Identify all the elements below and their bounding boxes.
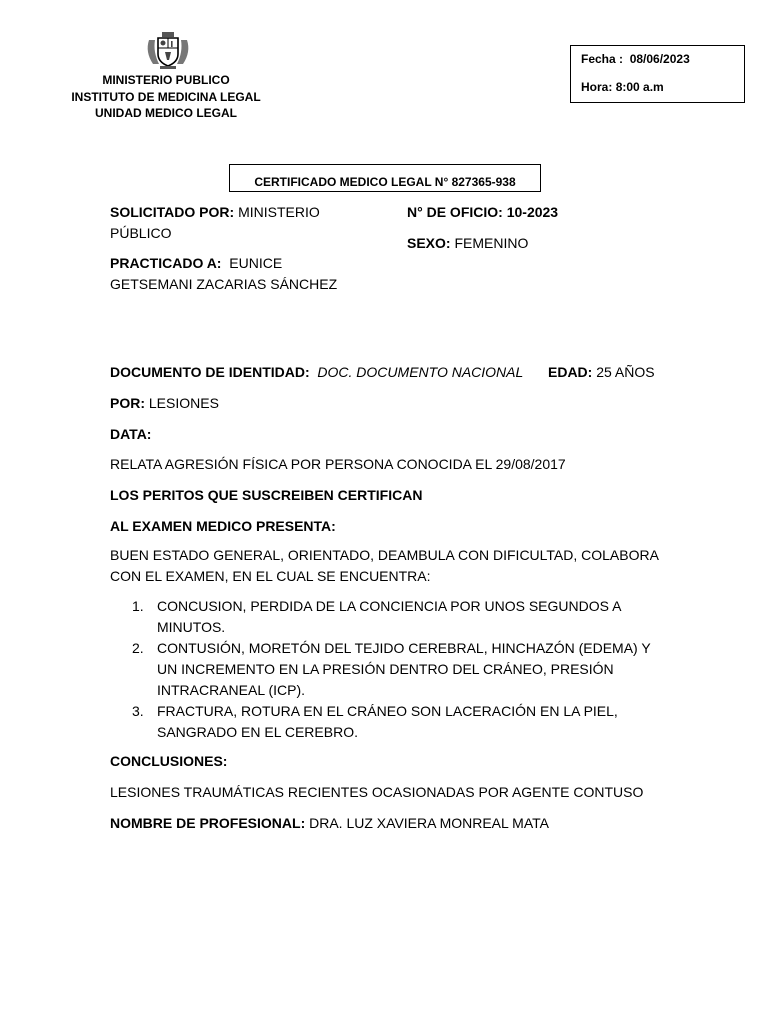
date-row <box>581 52 690 66</box>
findings-list <box>110 596 670 743</box>
date-label: Fecha : <box>581 52 624 66</box>
sexo-value: FEMENINO <box>454 235 529 251</box>
practicado-value: EUNICE <box>229 255 283 271</box>
institution-line: UNIDAD MEDICO LEGAL <box>95 106 237 120</box>
edad-value: 25 AÑOS <box>596 364 655 380</box>
profesional-field <box>110 813 549 834</box>
por-label: POR: <box>110 395 145 411</box>
finding-line: MINUTOS. <box>157 619 226 635</box>
practicado-label: PRACTICADO A: <box>110 255 222 271</box>
finding-line: INTRACRANEAL (ICP). <box>157 682 306 698</box>
finding-number: 3. <box>132 703 144 719</box>
solicitado-field <box>110 202 320 223</box>
estado-text-line: BUEN ESTADO GENERAL, ORIENTADO, DEAMBULA CON DIFICULTAD, COLABORA <box>110 547 659 563</box>
practicado-field <box>110 253 282 274</box>
conclusiones-label: CONCLUSIONES: <box>110 753 228 769</box>
peritos-text: LOS PERITOS QUE SUSCREIBEN CERTIFICAN <box>110 487 423 503</box>
institution-header <box>60 72 272 122</box>
estado-text-line: CON EL EXAMEN, EN EL CUAL SE ENCUENTRA: <box>110 568 431 584</box>
examen-label: AL EXAMEN MEDICO PRESENTA: <box>110 518 336 534</box>
sexo-field <box>407 233 528 254</box>
solicitado-value-cont: PÚBLICO <box>110 225 172 241</box>
conclusion-text: LESIONES TRAUMÁTICAS RECIENTES OCASIONADAS POR AGENTE CONTUSO <box>110 784 644 800</box>
sexo-label: SEXO: <box>407 235 451 251</box>
institution-line: MINISTERIO PUBLICO <box>102 73 230 87</box>
finding-line: CONTUSIÓN, MORETÓN DEL TEJIDO CEREBRAL, HINCHAZÓN (EDEMA) Y <box>157 640 651 656</box>
edad-field <box>548 362 655 383</box>
profesional-value: DRA. LUZ XAVIERA MONREAL MATA <box>309 815 549 831</box>
finding-line: CONCUSION, PERDIDA DE LA CONCIENCIA POR UNOS SEGUNDOS A <box>157 598 622 614</box>
documento-value: DOC. DOCUMENTO NACIONAL <box>317 364 524 380</box>
profesional-label: NOMBRE DE PROFESIONAL: <box>110 815 306 831</box>
edad-label: EDAD: <box>548 364 593 380</box>
finding-item <box>110 638 670 701</box>
practicado-value-cont: GETSEMANI ZACARIAS SÁNCHEZ <box>110 276 338 292</box>
certificate-title: CERTIFICADO MEDICO LEGAL N° 827365-938 <box>229 164 541 192</box>
date-value: 08/06/2023 <box>629 52 690 66</box>
finding-line: SANGRADO EN EL CEREBRO. <box>157 724 358 740</box>
finding-line: UN INCREMENTO EN LA PRESIÓN DENTRO DEL CRÁNEO, PRESIÓN <box>157 661 614 677</box>
solicitado-value: MINISTERIO <box>238 204 320 220</box>
finding-number: 1. <box>132 598 144 614</box>
time-label: Hora: <box>581 80 613 94</box>
solicitado-label: SOLICITADO POR: <box>110 204 235 220</box>
oficio-field: N° DE OFICIO: 10-2023 <box>407 204 559 220</box>
institution-line: INSTITUTO DE MEDICINA LEGAL <box>71 89 261 104</box>
relata-text: RELATA AGRESIÓN FÍSICA POR PERSONA CONOCIDA EL 29/08/2017 <box>110 456 566 472</box>
finding-line: FRACTURA, ROTURA EN EL CRÁNEO SON LACERACIÓN EN LA PIEL, <box>157 703 618 719</box>
coat-of-arms-icon <box>145 30 191 70</box>
finding-item <box>110 596 670 638</box>
por-value: LESIONES <box>148 395 219 411</box>
finding-number: 2. <box>132 640 144 656</box>
date-time-box <box>570 45 745 103</box>
time-value: 8:00 a.m <box>615 80 664 94</box>
time-row <box>581 80 664 94</box>
documento-field <box>110 362 523 383</box>
data-label: DATA: <box>110 426 152 442</box>
finding-item <box>110 701 670 743</box>
por-field <box>110 393 219 414</box>
documento-label: DOCUMENTO DE IDENTIDAD: <box>110 364 310 380</box>
